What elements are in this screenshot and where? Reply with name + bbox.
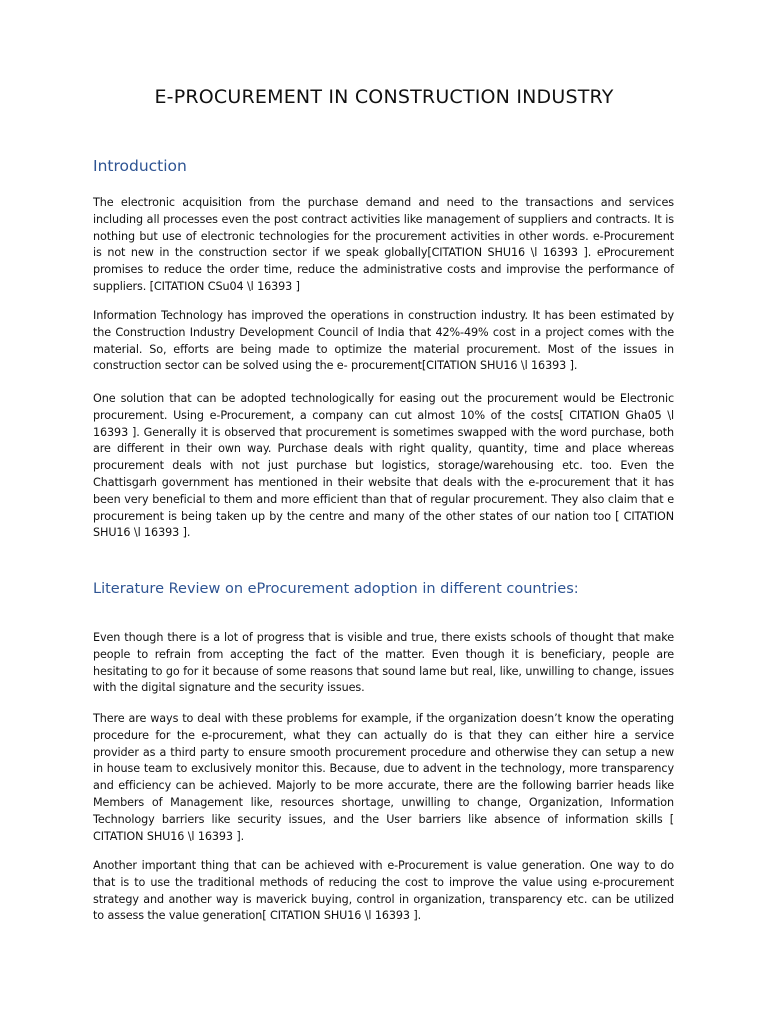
section-heading-literature-review: Literature Review on eProcurement adoption in different countries: [93,581,579,597]
intro-paragraph-1: The electronic acquisition from the purchase demand and need to the transactions and services including all processes even the post contract activities like management of suppliers and contracts. It is nothing but use of electronic technologies for the procurement activities in other words. e-Procurement is not new in the construction sector if we speak globally[CITATION SHU16 \l 16393 ]. eProcurement promises to reduce the order time, reduce the administrative costs and improvise the performance of suppliers. [CITATION CSu04 \l 16393 ] [93,196,674,293]
literature-paragraph-2: There are ways to deal with these problems for example, if the organization doesn’t know the operating procedure for the e-procurement, what they can actually do is that they can either hire a service provider as a third party to ensure smooth procurement procedure and otherwise they can setup a new in house team to exclusively monitor this. Because, due to advent in the technology, more transparency and efficiency can be achieved. Majorly to be more accurate, there are the following barrier heads like Members of Management like, resources shortage, unwilling to change, Organization, Information Technology barriers like security issues, and the User barriers like absence of information skills [ CITATION SHU16 \l 16393 ]. [93,712,674,843]
document-title: E-PROCUREMENT IN CONSTRUCTION INDUSTRY [154,86,614,108]
intro-paragraph-3: One solution that can be adopted technologically for easing out the procurement would be Electronic procurement. Using e-Procurement, a company can cut almost 10% of the costs[ CITATION Gha05 \l 16393 ]. Generally it is observed that procurement is sometimes swapped with the word purchase, both are different in their own way. Purchase deals with right quality, quantity, time and place whereas procurement deals with not just purchase but logistics, storage/warehousing etc. too. Even the Chattisgarh government has mentioned in their website that deals with the e-procurement that it has been very beneficial to them and more efficient than that of regular procurement. They also claim that e procurement is being taken up by the centre and many of the other states of our nation too [ CITATION SHU16 \l 16393 ]. [93,392,674,540]
section-heading-introduction: Introduction [93,157,187,175]
literature-paragraph-1: Even though there is a lot of progress that is visible and true, there exists schools of thought that make people to refrain from accepting the fact of the matter. Even though it is beneficiary, people are hesitating to go for it because of some reasons that sound lame but real, like, unwilling to change, issues with the digital signature and the security issues. [93,631,674,695]
literature-paragraph-3: Another important thing that can be achieved with e-Procurement is value generation. One way to do that is to use the traditional methods of reducing the cost to improve the value using e-procurement strategy and another way is maverick buying, control in organization, transparency etc. can be utilized to assess the value generation[ CITATION SHU16 \l 16393 ]. [93,859,674,923]
intro-paragraph-2: Information Technology has improved the operations in construction industry. It has been estimated by the Construction Industry Development Council of India that 42%-49% cost in a project comes with the material. So, efforts are being made to optimize the material procurement. Most of the issues in construction sector can be solved using the e- procurement[CITATION SHU16 \l 16393 ]. [93,309,674,373]
